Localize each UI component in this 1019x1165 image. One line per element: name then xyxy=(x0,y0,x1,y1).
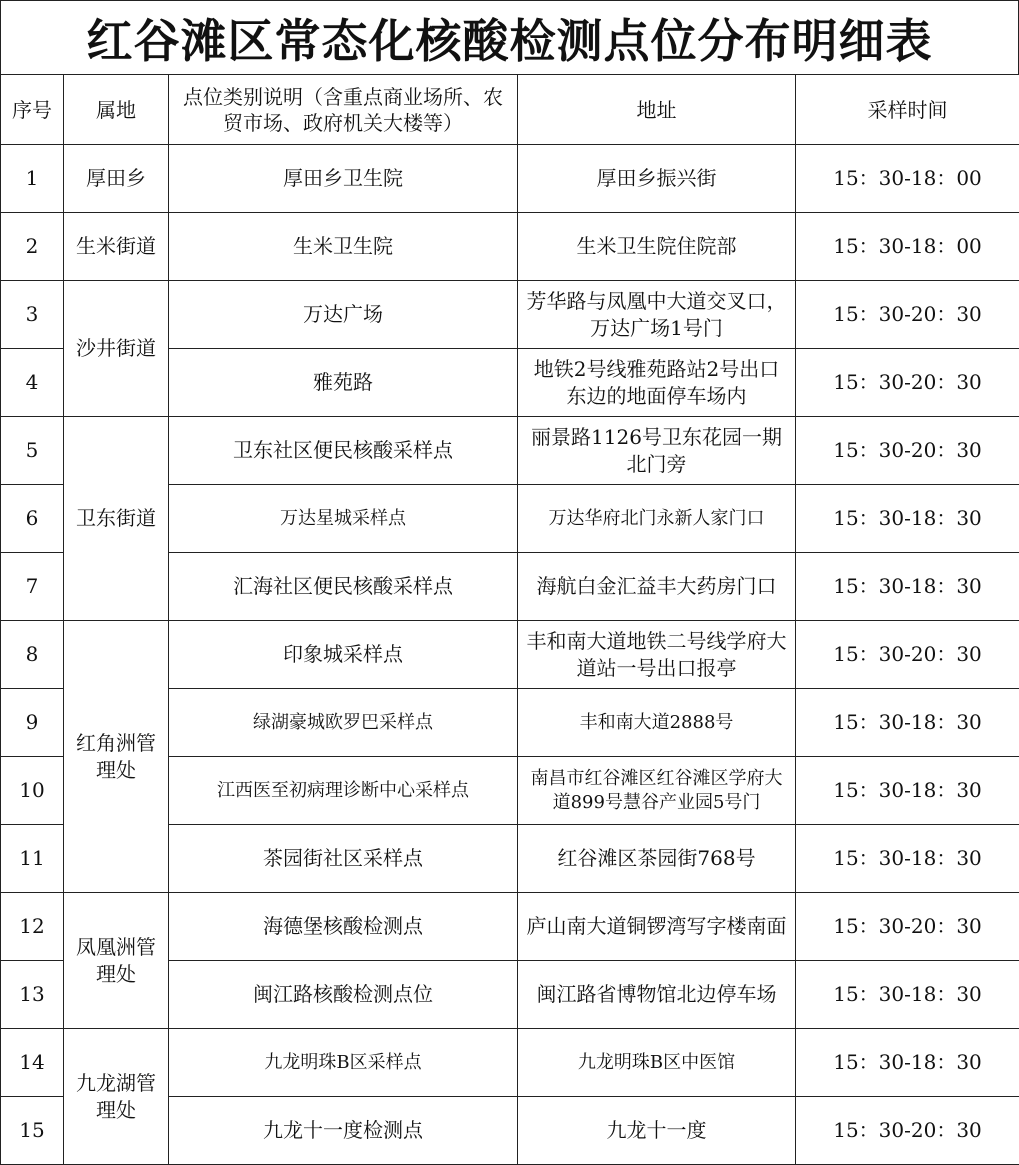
row-site-name: 汇海社区便民核酸采样点 xyxy=(169,553,518,621)
row-area: 九龙湖管理处 xyxy=(64,1029,169,1165)
row-no: 3 xyxy=(1,281,64,349)
row-no: 10 xyxy=(1,757,64,825)
row-no: 14 xyxy=(1,1029,64,1097)
row-no: 8 xyxy=(1,621,64,689)
row-no: 4 xyxy=(1,349,64,417)
testing-sites-table xyxy=(0,74,1019,1165)
row-no: 1 xyxy=(1,145,64,213)
row-time: 15：30-18：30 xyxy=(796,1029,1019,1097)
row-area: 红角洲管理处 xyxy=(64,621,169,893)
table-row xyxy=(1,621,1019,689)
header-addr: 地址 xyxy=(518,75,796,145)
row-time: 15：30-18：30 xyxy=(796,757,1019,825)
row-no: 2 xyxy=(1,213,64,281)
row-no: 7 xyxy=(1,553,64,621)
row-time: 15：30-20：30 xyxy=(796,281,1019,349)
row-time: 15：30-20：30 xyxy=(796,1097,1019,1165)
row-site-name: 雅苑路 xyxy=(169,349,518,417)
row-no: 6 xyxy=(1,485,64,553)
row-time: 15：30-18：00 xyxy=(796,145,1019,213)
row-area: 沙井街道 xyxy=(64,281,169,417)
row-no: 12 xyxy=(1,893,64,961)
row-time: 15：30-20：30 xyxy=(796,417,1019,485)
row-time: 15：30-20：30 xyxy=(796,893,1019,961)
table-row xyxy=(1,417,1019,485)
row-time: 15：30-20：30 xyxy=(796,621,1019,689)
row-no: 13 xyxy=(1,961,64,1029)
row-site-name: 印象城采样点 xyxy=(169,621,518,689)
row-address: 厚田乡振兴街 xyxy=(518,145,796,213)
row-area: 生米街道 xyxy=(64,213,169,281)
row-time: 15：30-18：30 xyxy=(796,485,1019,553)
row-time: 15：30-18：30 xyxy=(796,689,1019,757)
row-time: 15：30-18：30 xyxy=(796,961,1019,1029)
table-row xyxy=(1,213,1019,281)
row-area: 凤凰洲管理处 xyxy=(64,893,169,1029)
row-address: 庐山南大道铜锣湾写字楼南面 xyxy=(518,893,796,961)
row-no: 15 xyxy=(1,1097,64,1165)
row-address: 丰和南大道地铁二号线学府大道站一号出口报亭 xyxy=(518,621,796,689)
header-no: 序号 xyxy=(1,75,64,145)
row-address: 生米卫生院住院部 xyxy=(518,213,796,281)
row-address: 闽江路省博物馆北边停车场 xyxy=(518,961,796,1029)
row-no: 9 xyxy=(1,689,64,757)
page-title: 红谷滩区常态化核酸检测点位分布明细表 xyxy=(0,0,1019,74)
row-address: 芳华路与凤凰中大道交叉口，万达广场1号门 xyxy=(518,281,796,349)
row-address: 万达华府北门永新人家门口 xyxy=(518,485,796,553)
header-area: 属地 xyxy=(64,75,169,145)
header-time: 采样时间 xyxy=(796,75,1019,145)
table-header-row xyxy=(1,75,1019,145)
row-time: 15：30-20：30 xyxy=(796,349,1019,417)
row-site-name: 九龙明珠B区采样点 xyxy=(169,1029,518,1097)
row-site-name: 绿湖豪城欧罗巴采样点 xyxy=(169,689,518,757)
row-address: 九龙十一度 xyxy=(518,1097,796,1165)
row-area: 厚田乡 xyxy=(64,145,169,213)
row-site-name: 闽江路核酸检测点位 xyxy=(169,961,518,1029)
row-site-name: 万达广场 xyxy=(169,281,518,349)
row-area: 卫东街道 xyxy=(64,417,169,621)
row-time: 15：30-18：30 xyxy=(796,825,1019,893)
table-row xyxy=(1,893,1019,961)
row-site-name: 万达星城采样点 xyxy=(169,485,518,553)
row-site-name: 卫东社区便民核酸采样点 xyxy=(169,417,518,485)
row-address: 南昌市红谷滩区红谷滩区学府大道899号慧谷产业园5号门 xyxy=(518,757,796,825)
row-time: 15：30-18：30 xyxy=(796,553,1019,621)
table-row xyxy=(1,281,1019,349)
row-site-name: 海德堡核酸检测点 xyxy=(169,893,518,961)
row-site-name: 厚田乡卫生院 xyxy=(169,145,518,213)
table-row xyxy=(1,145,1019,213)
table-row xyxy=(1,1029,1019,1097)
row-address: 海航白金汇益丰大药房门口 xyxy=(518,553,796,621)
row-site-name: 茶园街社区采样点 xyxy=(169,825,518,893)
row-address: 丽景路1126号卫东花园一期北门旁 xyxy=(518,417,796,485)
row-no: 11 xyxy=(1,825,64,893)
row-site-name: 生米卫生院 xyxy=(169,213,518,281)
row-address: 红谷滩区茶园街768号 xyxy=(518,825,796,893)
row-address: 丰和南大道2888号 xyxy=(518,689,796,757)
row-site-name: 江西医至初病理诊断中心采样点 xyxy=(169,757,518,825)
row-time: 15：30-18：00 xyxy=(796,213,1019,281)
row-site-name: 九龙十一度检测点 xyxy=(169,1097,518,1165)
row-no: 5 xyxy=(1,417,64,485)
row-address: 地铁2号线雅苑路站2号出口东边的地面停车场内 xyxy=(518,349,796,417)
header-desc: 点位类别说明（含重点商业场所、农贸市场、政府机关大楼等） xyxy=(169,75,518,145)
row-address: 九龙明珠B区中医馆 xyxy=(518,1029,796,1097)
